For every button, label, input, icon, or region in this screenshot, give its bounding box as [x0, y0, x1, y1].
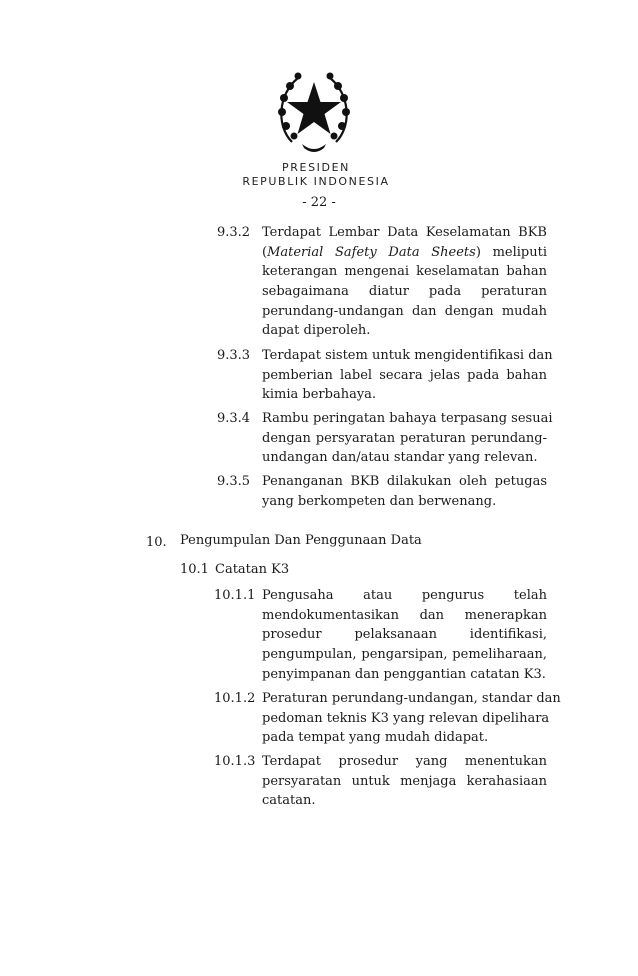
text-line: sebagaimana diatur pada peraturan	[262, 284, 547, 300]
text-line: persyaratan untuk menjaga kerahasiaan	[262, 773, 547, 789]
text-line: kimia berbahaya.	[262, 387, 377, 403]
text-line: catatan.	[262, 793, 316, 809]
item-number: 9.3.3	[217, 348, 251, 363]
garuda-star-emblem-icon	[272, 64, 356, 160]
subsection-title: Catatan K3	[215, 562, 290, 577]
text-line: dengan persyaratan peraturan perundang-	[262, 430, 547, 446]
text-line: Rambu peringatan bahaya terpasang sesuai	[262, 411, 553, 426]
section-number: 10.	[146, 535, 167, 550]
text-line: pada tempat yang mudah didapat.	[262, 730, 489, 746]
text-line: pengumpulan, pengarsipan, pemeliharaan,	[262, 647, 547, 663]
subsection-number: 10.1	[180, 562, 209, 577]
item-number: 10.1.2	[214, 691, 256, 706]
item-text	[262, 752, 547, 811]
item-text	[262, 689, 561, 748]
header-title-republic: REPUBLIK INDONESIA	[242, 175, 390, 188]
header-title-president: PRESIDEN	[282, 161, 350, 174]
text-line: Peraturan perundang-undangan, standar dan	[262, 691, 561, 706]
item-text	[262, 586, 547, 684]
text-line: keterangan mengenai keselamatan bahan	[262, 264, 547, 280]
item-number: 9.3.5	[217, 474, 251, 489]
item-text	[262, 346, 553, 405]
item-text	[262, 223, 547, 341]
item-text	[262, 472, 547, 511]
text-line: Terdapat prosedur yang menentukan	[262, 754, 547, 769]
item-number: 9.3.2	[217, 225, 251, 240]
item-number: 9.3.4	[217, 411, 251, 426]
item-number: 10.1.1	[214, 588, 256, 603]
text-line: Terdapat Lembar Data Keselamatan BKB	[262, 225, 547, 240]
text-line: yang berkompeten dan berwenang.	[262, 493, 497, 509]
text-line: Pengusaha atau pengurus telah	[262, 588, 547, 603]
section-title: Pengumpulan Dan Penggunaan Data	[180, 533, 422, 548]
page-number: - 22 -	[302, 195, 336, 210]
item-text	[262, 409, 553, 468]
item-number: 10.1.3	[214, 754, 256, 769]
text-line: prosedur pelaksanaan identifikasi,	[262, 627, 547, 643]
text-line: undangan dan/atau standar yang relevan.	[262, 450, 538, 466]
text-line: dapat diperoleh.	[262, 323, 371, 339]
text-line: perundang-undangan dan dengan mudah	[262, 303, 547, 319]
text-line: pemberian label secara jelas pada bahan	[262, 367, 547, 383]
text-line: (Material Safety Data Sheets) meliputi	[262, 244, 547, 260]
text-line: penyimpanan dan penggantian catatan K3.	[262, 666, 546, 682]
text-line: mendokumentasikan dan menerapkan	[262, 607, 547, 623]
text-line: pedoman teknis K3 yang relevan dipelihara	[262, 710, 550, 726]
text-line: Terdapat sistem untuk mengidentifikasi dan	[262, 348, 553, 363]
text-line: Penanganan BKB dilakukan oleh petugas	[262, 474, 547, 489]
